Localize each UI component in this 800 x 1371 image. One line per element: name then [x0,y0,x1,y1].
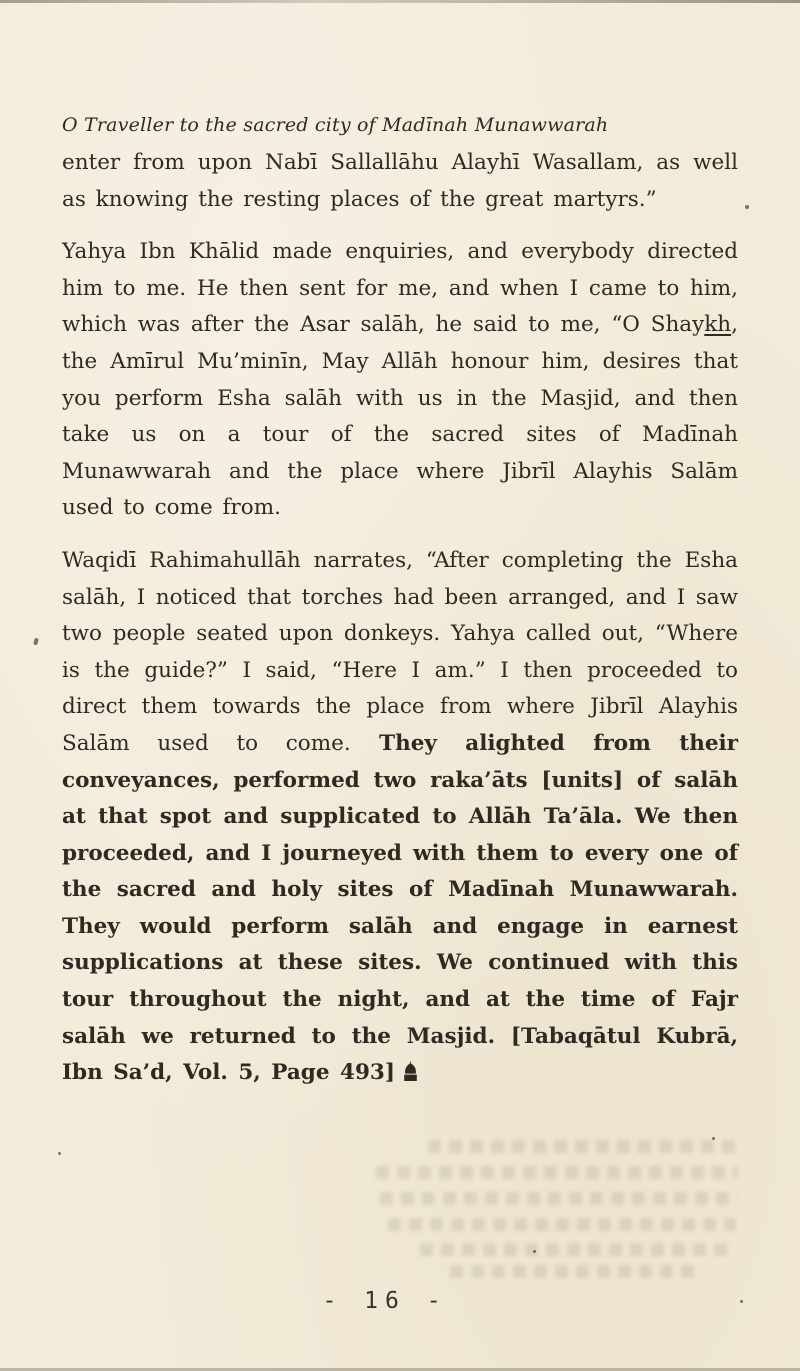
show-through-text [428,1140,738,1153]
paragraph-3-bold-text: They alighted from their conveyances, performed two raka’āts [units] of salāh at that spot and supplicated to Allāh Ta’āla. We then proceeded, and I journeyed with them to every one of the sacred and holy sites of Madīnah Munawwarah. They would perform salāh and engage in earnest supplications at these sites. We continued with this tour throughout the night, and at the time of Fajr salāh we returned to the Masjid. [Tabaqātul Kubrā, Ibn Sa’d, Vol. 5, Page 493] [62,730,738,1086]
paragraph-2-text-continued: , the Amīrul Mu’minīn, May Allāh honour him, desires that you perform Esha salāh with us in the Masjid, and then take us on a tour of the sacred sites of Madīnah Munawwarah and the place where Jibrīl Alayhis Salām used to come from. [62,312,738,521]
paragraph-2-text: Yahya Ibn Khālid made enquiries, and everybody directed him to me. He then sent for me, and when I came to him, which was after the Asar salāh, he said to me, “O Shay [62,239,738,338]
paragraph-1-text: enter from upon Nabī Sallallāhu Alayhī Wasallam, as well as knowing the resting places of the great martyrs.” [62,150,738,212]
scan-speck [745,205,749,209]
scan-speck [58,1152,61,1155]
scan-speck [33,638,39,646]
scan-edge-top [0,0,800,3]
running-head: O Traveller to the sacred city of Madīnah Munawwarah [62,114,609,136]
show-through-text [450,1265,696,1278]
paragraph-1 [62,145,738,218]
paragraph-2 [62,234,738,527]
show-through-text [420,1243,732,1256]
scan-speck [712,1137,715,1140]
show-through-text [376,1166,738,1179]
mosque-dome-icon [403,1061,418,1081]
page-content [62,112,738,1108]
page-number: - 16 - [322,1288,448,1314]
paragraph-3 [62,543,738,1092]
show-through-text [380,1192,738,1205]
scan-speck [533,1250,536,1253]
show-through-text [388,1218,736,1231]
paragraph-2-underlined-text: kh [704,312,732,338]
paragraph-3-text: Waqidī Rahimahullāh narrates, “After completing the Esha salāh, I noticed that torches had been arranged, and I saw two people seated upon donkeys. Yahya called out, “Where is the guide?” I said, “Here I am.” I then proceeded to direct them towards the place from where Jibrīl Alayhis Salām used to come. [62,547,738,756]
